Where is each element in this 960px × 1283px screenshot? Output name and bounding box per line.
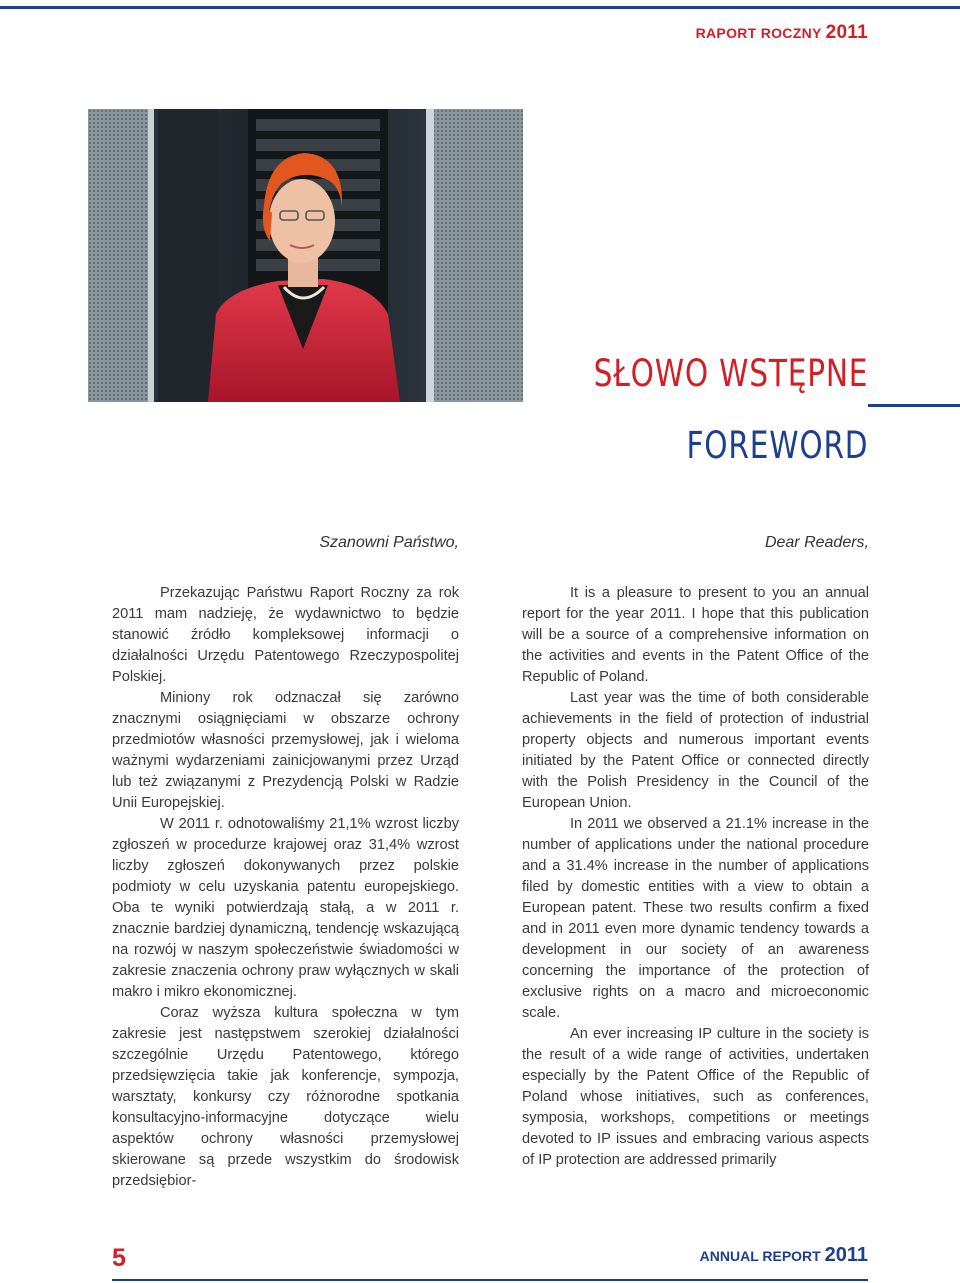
footer-label — [700, 1244, 868, 1267]
top-rule — [0, 6, 960, 9]
header-label-text: RAPORT ROCZNY — [695, 25, 822, 41]
polish-salutation: Szanowni Państwo, — [319, 534, 459, 551]
polish-paragraph-3: W 2011 r. odnotowaliśmy 21,1% wzrost liczby zgłoszeń w procedurze krajowej oraz 31,4% wzrost liczby zgłoszeń dokonywanych przez polskie podmioty w celu uzyskania patentu europejskiego. Oba te wyniki potwierdzają stałą, a w 2011 r. znacznie bardziej dynamiczną, tendencję wskazującą na rozwój w naszym społeczeństwie świadomości w zakresie znaczenia ochrony praw wyłącznych w skali makro i mikro ekonomicznej. — [112, 816, 459, 1000]
english-paragraph-3: In 2011 we observed a 21.1% increase in the number of applications under the national procedure and a 31.4% increase in the number of applications filed by domestic entities with a view to obtain a European patent. These two results confirm a fixed and in 2011 even more dynamic tendency towards a development in our society of an awareness concerning the importance of the protection of exclusive rights on a macro and microeconomic scale. — [522, 816, 869, 1021]
header-label — [696, 22, 868, 44]
english-paragraph-1: It is a pleasure to present to you an annual report for the year 2011. I hope that this publication will be a source of a comprehensive information on the activities and events in the Patent Office of the Republic of Poland. — [522, 585, 869, 685]
polish-column — [112, 532, 459, 1192]
english-paragraph-2: Last year was the time of both considerable achievements in the field of protection of industrial property objects and numerous important events initiated by the Patent Office or connected directly with the Polish Presidency in the Council of the European Union. — [522, 690, 869, 811]
portrait-illustration — [88, 109, 523, 402]
english-paragraph-4: An ever increasing IP culture in the society is the result of a wide range of activities, undertaken especially by the Patent Office of the Republic of Poland whose initiatives, such as conferences, symposia, workshops, competitions or meetings devoted to IP issues and embracing various aspects of IP protection are addressed primarily — [522, 1026, 869, 1168]
portrait-photo — [88, 109, 523, 402]
page-number: 5 — [112, 1244, 126, 1272]
footer-year: 2011 — [824, 1244, 868, 1266]
title-polish: SŁOWO WSTĘPNE — [593, 352, 868, 395]
polish-paragraph-2: Miniony rok odznaczał się zarówno znacznymi osiągnięciami w obszarze ochrony przedmiotów własności przemysłowej, jak i wieloma ważnymi wydarzeniami zainicjowanymi przez Urząd lub też związanymi z Prezydencją Polski w Radzie Unii Europejskiej. — [112, 690, 459, 811]
title-english: FOREWORD — [686, 424, 868, 467]
polish-paragraph-4: Coraz wyższa kultura społeczna w tym zakresie jest następstwem szerokiej działalności szczególnie Urzędu Patentowego, którego przedsięwzięcia takie jak konferencje, sympozja, warsztaty, konkursy czy różnorodne spotkania konsultacyjno-informacyjne dotyczące wielu aspektów ochrony własności przemysłowej skierowane są przede wszystkim do środowisk przedsiębior- — [112, 1005, 459, 1189]
title-rule — [868, 404, 960, 407]
english-salutation: Dear Readers, — [764, 534, 869, 551]
footer-label-text: ANNUAL REPORT — [699, 1248, 821, 1264]
english-column — [522, 532, 869, 1171]
header-year: 2011 — [825, 22, 868, 43]
footer-rule — [112, 1279, 868, 1281]
polish-paragraph-1: Przekazując Państwu Raport Roczny za rok 2011 mam nadzieję, że wydawnictwo to będzie stanowić źródło kompleksowej informacji o działalności Urzędu Patentowego Rzeczypospolitej Polskiej. — [112, 585, 459, 685]
